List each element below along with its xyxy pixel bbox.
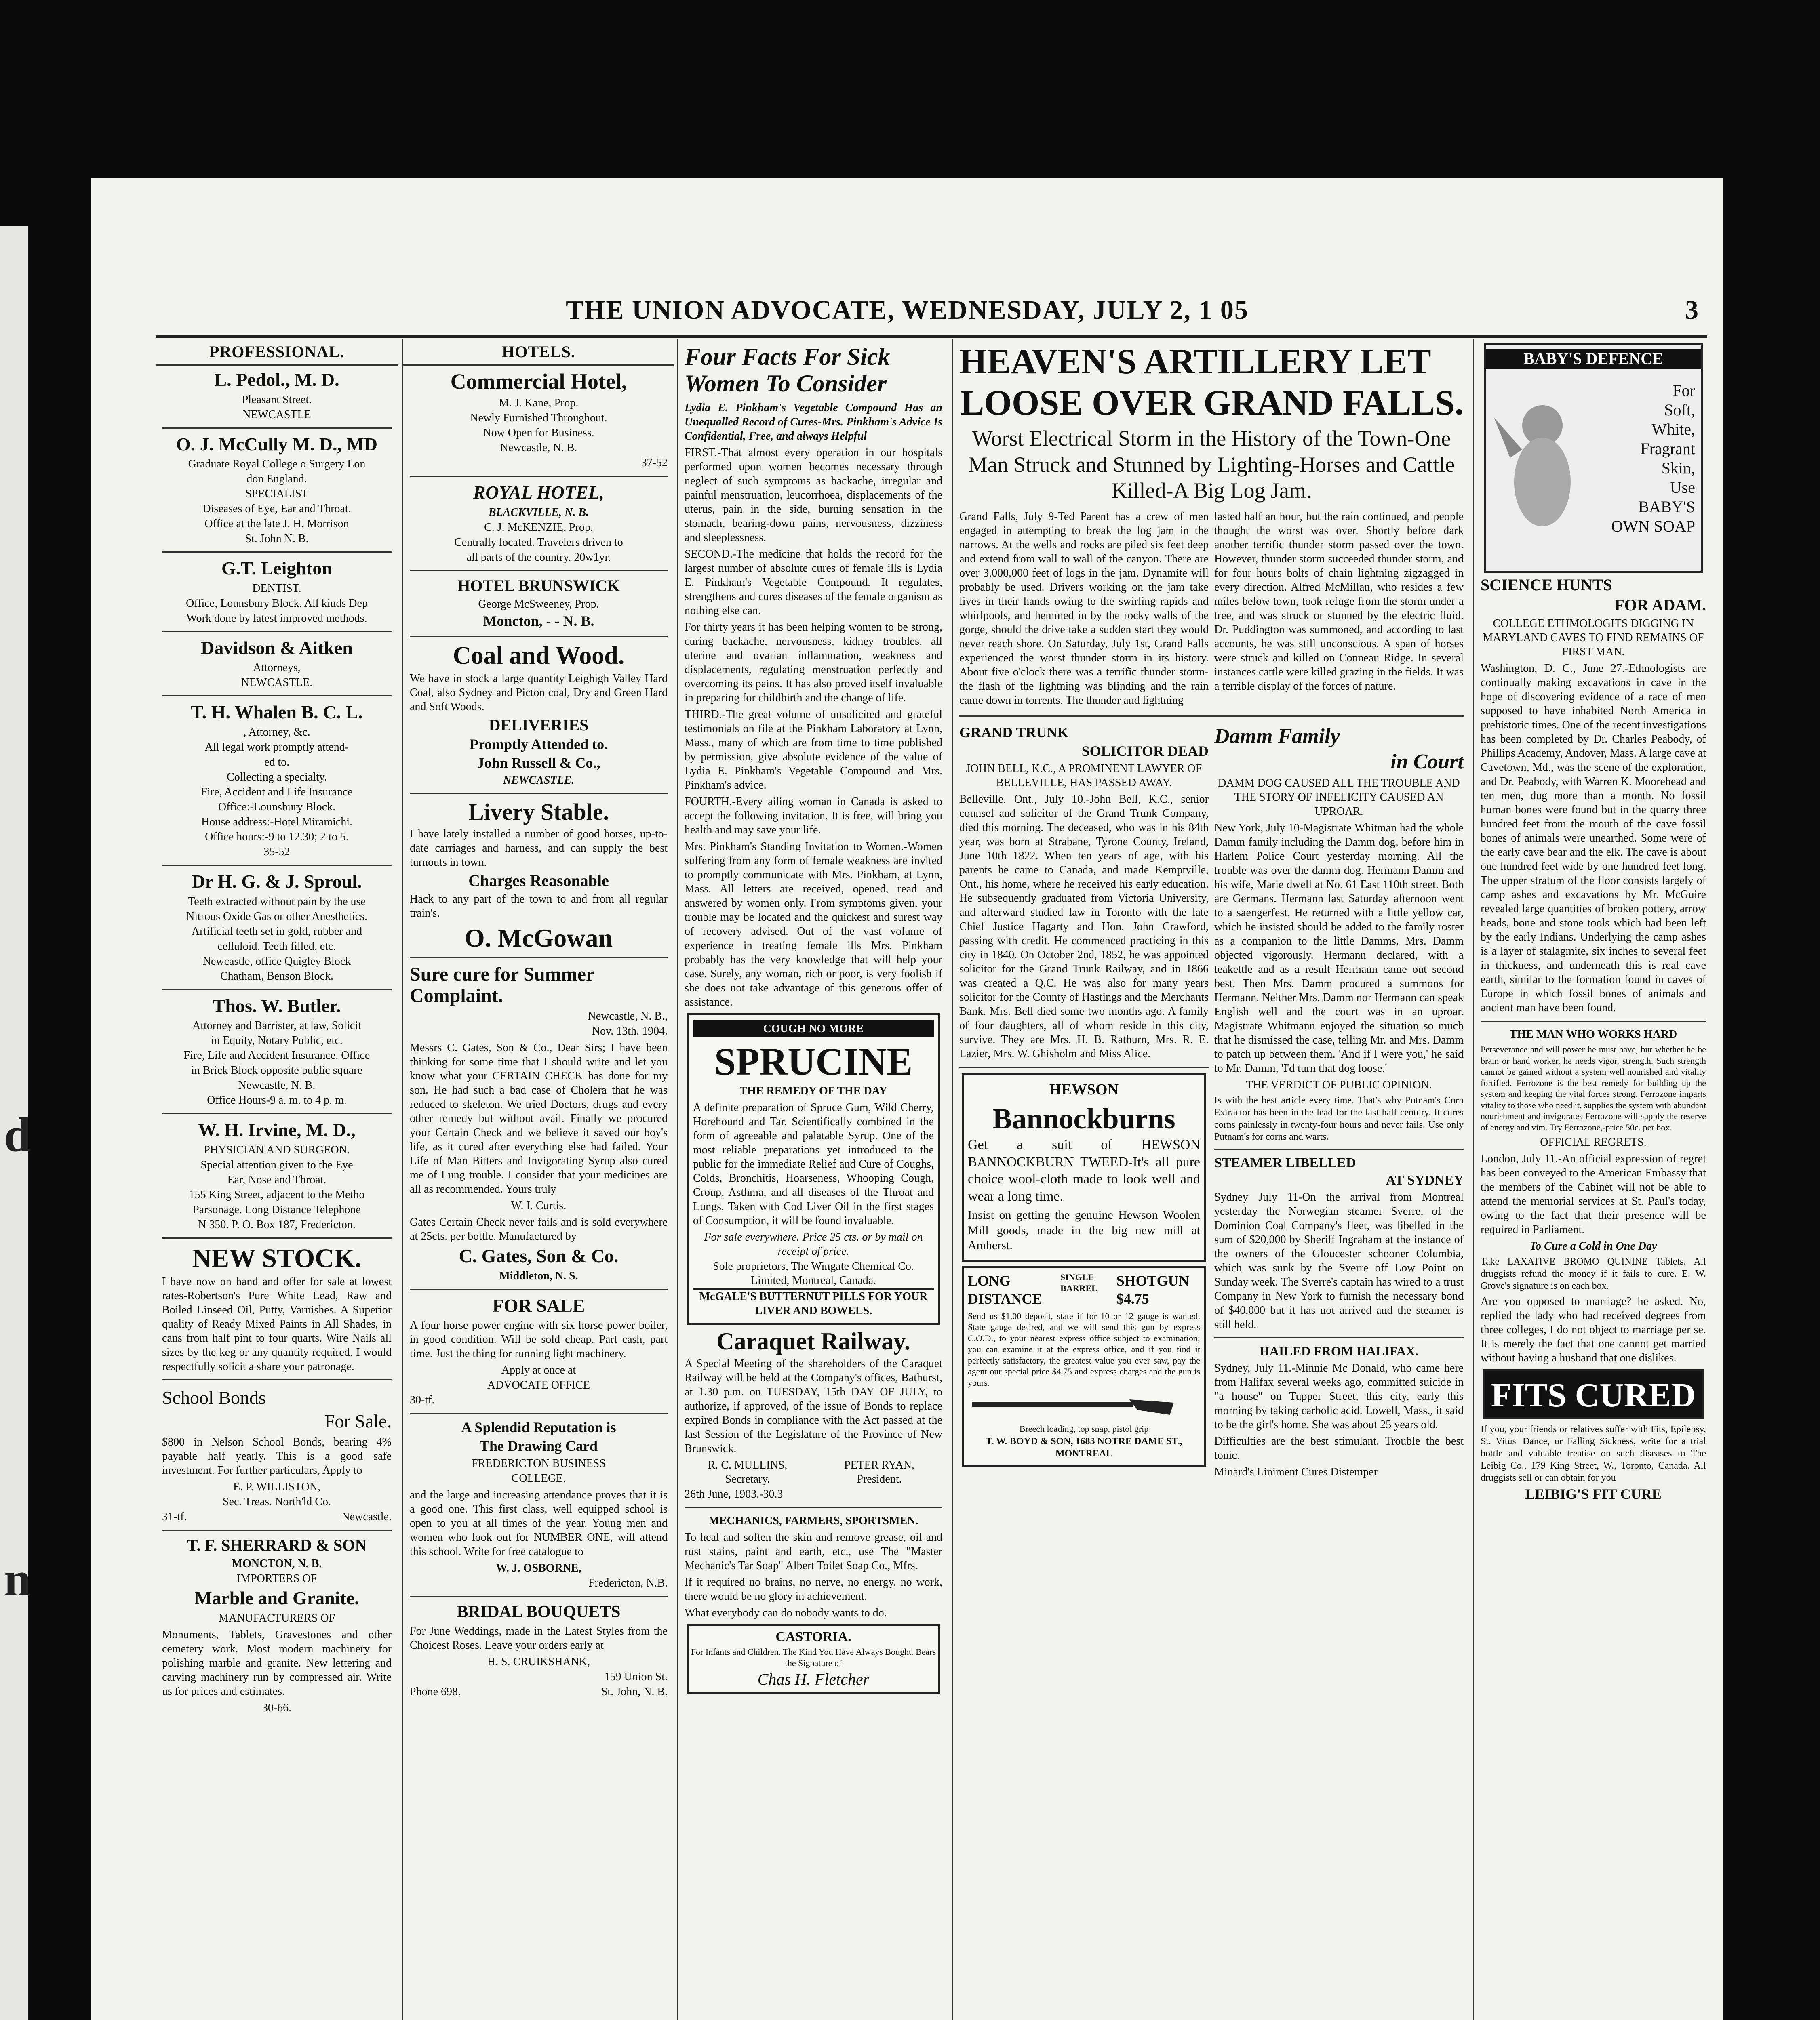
hewson-text2: Insist on getting the genuine Hewson Woolen Mill goods, made in the big new mill at Amherst. — [968, 1208, 1200, 1252]
steamer-text: Sydney July 11-On the arrival from Montreal yesterday the Norwegian steamer Sverre, of the Dominion Coal Company's fleet, was libelled in the sum of $20,000 by Sheriff Ingraham at the instance of the owners of the Gloucester schooner Columbia, which was sunk by the Sverre off Low Point on Sunday week. The Sverre's captain has wired to a trust Company in New York to furnish the necessary bond of $40,000 but it has not arrived and the steamer is still held. — [1214, 1191, 1464, 1331]
card-line: Graduate Royal College o Surgery Lon — [188, 458, 366, 471]
bridal-title: BRIDAL BOUQUETS — [457, 1603, 621, 1622]
card-line: DENTIST. — [252, 582, 301, 595]
section-header: HOTELS. — [403, 339, 674, 366]
cherub-icon — [1494, 393, 1599, 555]
commercial-hotel-prop: M. J. Kane, Prop. — [499, 397, 579, 410]
caraquet-text: A Special Meeting of the shareholders of the Caraquet Railway will be held at the Company's offices, Bathurst, at 1.30 p.m. on TUESDAY, 15th DAY OF JULY, to authorize, if approved, of the issue of Bonds to replace expired Bonds in compliance with the Act passed at the last Session of the Legislature of the Province of New Brunswick. — [685, 1357, 942, 1455]
adjacent-page-edge — [0, 226, 31, 2020]
coal-title: Coal and Wood. — [453, 642, 625, 669]
castoria-ad — [687, 1624, 940, 1694]
sure-cure-title: Sure cure for Summer Complaint. — [410, 964, 594, 1007]
pinkham-paragraph: THIRD.-The great volume of unsolicited and grateful testimonials on file at the Pinkham Laboratory at Lynn, Mass., many of which are from time to time published by permission, give absolute evidence of the value of Lydia E. Pinkham's Vegetable Compound and Mrs. Pinkham's advice. — [685, 708, 942, 791]
livery-title: Livery Stable. — [468, 799, 609, 825]
hewson-text: Get a suit of HEWSON BANNOCKBURN TWEED-It's all pure choice wool-cloth made to look well and wear a long time. — [968, 1137, 1200, 1204]
babys-line: Skin, — [1661, 459, 1695, 477]
babys-line: Use — [1670, 478, 1695, 497]
sure-cure-sig: W. I. Curtis. — [511, 1199, 567, 1212]
fits-footer: LEIBIG'S FIT CURE — [1525, 1486, 1662, 1502]
reputation-text: and the large and increasing attendance proves that it is a good one. This first class, well equipped school is open to you at all times of the year. Young men and women who look out for NUMBER ONE, will attend this school. Write for free catalogue to — [410, 1489, 668, 1558]
shotgun-footer: T. W. BOYD & SON, 1683 NOTRE DAME ST., MONTREAL — [986, 1436, 1182, 1459]
sprucine-price: For sale everywhere. Price 25 cts. or by mail on receipt of price. — [704, 1231, 923, 1258]
sherrard-ref: 30-66. — [262, 1701, 292, 1714]
column-professional — [156, 339, 398, 2020]
card-line: Fire, Accident and Life Insurance — [201, 785, 353, 798]
pinkham-subhead: Lydia E. Pinkham's Vegetable Compound Has an Unequalled Record of Cures-Mrs. Pinkham's Advice Is Confidential, Free, and always Helpful — [685, 402, 942, 442]
professional-card — [162, 631, 392, 690]
castoria-title: CASTORIA. — [775, 1629, 851, 1644]
column-right — [1473, 339, 1713, 2020]
card-line: NEWCASTLE — [242, 408, 311, 421]
coal-firm: John Russell & Co., — [477, 754, 600, 771]
card-line: celluloid. Teeth filled, etc. — [217, 940, 336, 953]
professional-card — [162, 427, 392, 546]
sure-cure-place: Newcastle, N. B., — [588, 1010, 668, 1023]
royal-line: all parts of the country. 20w1yr. — [466, 551, 611, 564]
card-line: Office, Lounsbury Block. All kinds Dep — [186, 597, 368, 610]
livery-charges: Charges Reasonable — [468, 871, 609, 890]
headline-2: LOOSE OVER GRAND FALLS. — [960, 383, 1464, 423]
professional-card — [162, 551, 392, 625]
shotgun-breech: Breech loading, top snap, pistol grip — [1019, 1424, 1149, 1434]
castoria-signature: Chas H. Fletcher — [757, 1670, 870, 1689]
sherrard-title: T. F. SHERRARD & SON — [187, 1536, 367, 1555]
science-title: SCIENCE HUNTS — [1481, 576, 1612, 594]
shotgun-title2: SHOTGUN $4.75 — [1116, 1272, 1189, 1307]
for-sale-text: A four horse power engine with six horse power boiler, in good condition. Will be sold cheap. Part cash, part time. Just the thing for running light machinery. — [410, 1319, 668, 1360]
card-line: in Brick Block opposite public square — [191, 1064, 362, 1077]
coal-city: NEWCASTLE. — [503, 774, 575, 787]
pinkham-headline: Four Facts For Sick Women To Consider — [685, 343, 890, 397]
sprucine-top: COUGH NO MORE — [693, 1020, 934, 1037]
new-stock-title: NEW STOCK. — [192, 1243, 362, 1273]
professional-card — [162, 989, 392, 1108]
livery-text: I have lately installed a number of good horses, up-to-date carriages and harness, and can supply the best turnouts in town. — [410, 828, 668, 869]
professional-card — [162, 370, 392, 422]
card-name: T. H. Whalen B. C. L. — [191, 702, 363, 723]
caraquet-title: Caraquet Railway. — [716, 1328, 910, 1355]
steamer-title: STEAMER LIBELLED — [1214, 1155, 1356, 1170]
pinkham-paragraph: For thirty years it has been helping women to be strong, curing backache, nervousness, kidney troubles, all uterine and ovarian inflammation, weakness and displacements, regulating menstruation perfectly and overcoming its pains. It has also proved itself invaluable in preparing for childbirth and the change of life. — [685, 621, 942, 704]
hewson-title: Bannockburns — [992, 1102, 1175, 1135]
caraquet-sig2: PETER RYAN, — [844, 1458, 915, 1471]
damm-text: New York, July 10-Magistrate Whitman had the whole Damm family including the Damm dog, before him in Harlem Police Court yesterday morning. All the trouble was over the damm dog. Hermann Damm and his wife, Marie dwell at No. 61 East 110th street. Both are Germans. Hermann last Saturday afternoon went to a saengerfest. He returned with a little yellow car, which he insisted should be added to the family roster as a companion to the little Damms. Mrs. Damm objected vigorously. Hermann declared, with a teakettle and as a result Hermann came out second best. Then Mrs. Damm procured a summons for Hermann. Neither Mrs. Damm nor Hermann can speak English well and the court was in an uproar. Magistrate Whitmann enjoyed the situation so much that he dismissed the case, telling Mr. and Mrs. Damm to patch up between them. 'And if I were you,' he said to Mr. Damm, 'I'd turn that dog loose.' — [1214, 821, 1464, 1075]
royal-hotel-title: ROYAL HOTEL, — [473, 482, 605, 503]
gt-title: GRAND TRUNK — [959, 724, 1069, 741]
card-name: Davidson & Aitken — [201, 637, 353, 658]
hewson-top: HEWSON — [1049, 1081, 1119, 1098]
professional-card — [162, 1113, 392, 1232]
bridal-city: St. John, N. B. — [601, 1685, 668, 1698]
page-number: 3 — [1685, 295, 1699, 325]
reputation-title: A Splendid Reputation is — [461, 1419, 616, 1436]
card-name: W. H. Irvine, M. D., — [198, 1119, 356, 1140]
fits-text: If you, your friends or relatives suffer with Fits, Epilepsy, St. Vitus' Dance, or Falling Sickness, write for a trial bottle and valuable treatise on such diseases to The Leibig Co., 179 King Street, W., Toronto, Canada. All druggists sell or can obtain for you — [1481, 1424, 1706, 1483]
caraquet-date: 26th June, 1903.-30.3 — [685, 1488, 783, 1500]
coal-deliveries: DELIVERIES — [489, 716, 589, 734]
card-line: Nitrous Oxide Gas or other Anesthetics. — [186, 910, 367, 923]
card-line: St. John N. B. — [245, 532, 309, 545]
shotgun-title: LONG DISTANCE — [968, 1272, 1042, 1307]
sure-cure-text2: Gates Certain Check never fails and is sold everywhere at 25cts. per bottle. Manufactured by — [410, 1216, 668, 1243]
reputation-city: Fredericton, N.B. — [588, 1577, 668, 1590]
science-deck: COLLEGE ETHMOLOGITS DIGGING IN MARYLAND CAVES TO FIND REMAINS OF FIRST MAN. — [1483, 617, 1704, 658]
masthead-rule — [156, 335, 1707, 338]
sherrard-text: Monuments, Tablets, Gravestones and other cemetery work. Most modern machinery for polishing marble and granite. New lettering and carving machinery run by compressed air. Write us for prices and estimates. — [162, 1628, 392, 1698]
card-line: Office hours:-9 to 12.30; 2 to 5. — [205, 830, 349, 843]
hewson-ad — [962, 1073, 1206, 1262]
sure-cure-firm: C. Gates, Son & Co. — [459, 1245, 619, 1266]
card-line: , Attorney, &c. — [243, 726, 310, 739]
babys-line: Soft, — [1664, 401, 1695, 419]
sprucine-text: A definite preparation of Spruce Gum, Wild Cherry, Horehound and Tar. Scientifically combined in the form of agreeable and palatable Syrup. One of the most reliable preparations yet introduced to the public for the immediate Relief and Cure of Coughs, Colds, Bronchitis, Hoarseness, Whooping Cough, Croup, Asthma, and all diseases of the Throat and Lungs. Taken with Cod Liver Oil in the first stages of Consumption, it will be found invaluable. — [693, 1101, 934, 1227]
card-line: Office at the late J. H. Morrison — [204, 518, 349, 530]
babys-line: White, — [1651, 420, 1695, 438]
bridal-phone: Phone 698. — [410, 1685, 461, 1698]
card-line: Newcastle, office Quigley Block — [202, 955, 351, 968]
royal-hotel-city: BLACKVILLE, N. B. — [488, 506, 589, 519]
card-line: Collecting a specialty. — [227, 770, 327, 783]
minards-text: Minard's Liniment Cures Distemper — [1214, 1465, 1378, 1478]
card-line: PHYSICIAN AND SURGEON. — [204, 1143, 350, 1156]
coal-promptly: Promptly Attended to. — [469, 736, 608, 753]
brunswick-prop: George McSweeney, Prop. — [478, 598, 599, 610]
cold-text: Take LAXATIVE BROMO QUININE Tablets. All druggists refund the money if it fails to cure. E. W. Grove's signature is on each box. — [1481, 1256, 1706, 1291]
school-bonds-title: School Bonds — [162, 1387, 266, 1408]
card-line: Work done by latest improved methods. — [186, 612, 367, 625]
gt-deck: JOHN BELL, K.C., A PROMINENT LAWYER OF BELLEVILLE, HAS PASSED AWAY. — [966, 762, 1202, 789]
brunswick-title: HOTEL BRUNSWICK — [457, 576, 620, 595]
pinkham-paragraph: FIRST.-That almost every operation in our hospitals performed upon women becomes necessary through neglect of such symptoms as backache, irregular and painful menstruation, leucorrhoea, displacements of the uterus, pain in the side, burning sensation in the stomach, bearing-down pains, nervousness, dizziness and sleeplessness. — [685, 446, 942, 544]
livery-name: O. McGowan — [464, 924, 613, 953]
sherrard-role: IMPORTERS OF — [236, 1572, 317, 1585]
commercial-hotel-title: Commercial Hotel, — [450, 369, 627, 393]
works-title: THE MAN WHO WORKS HARD — [1509, 1028, 1677, 1041]
science-title2: FOR ADAM. — [1614, 596, 1706, 614]
card-line: ed to. — [264, 755, 290, 768]
fits-title: FITS CURED — [1491, 1376, 1696, 1414]
card-line: 155 King Street, adjacent to the Metho — [189, 1188, 365, 1201]
gossip-text: What everybody can do nobody wants to do. — [685, 1606, 887, 1619]
shotgun-ad — [962, 1266, 1206, 1467]
masthead-title: THE UNION ADVOCATE, WEDNESDAY, JULY 2, 1 05 — [566, 295, 1249, 325]
gt-text: Belleville, Ont., July 10.-John Bell, K.C., senior counsel and solicitor of the Grand Trunk Company, died this morning. The deceased, who was in his 84th year, was born at Strabane, Tyrone County, Ireland, June 10th 1822. When ten years of age, with his parents he came to Canada, and made Kemptville, Ont., his home, where he received his early education. He subsequently graduated from Victoria University, and afterward studied law in Toronto with the late Chief Justice Hagarty and Hon. John Crawford, passing with credit. He commenced practicing in this city in 1840. On October 2nd, 1852, he was appointed solicitor for the Grand Trunk Railway, and in 1866 was created a Q.C. He was also for many years solicitor for the County of Hastings and the Merchants Bank. Mrs. Bell died some two months ago. A family of four daughters, all of whom reside in this city, survive. They are Mrs. H. B. Rathurn, Mrs. R. E. Lazier, Mrs. W. Ghisholm and Miss Alice. — [959, 793, 1209, 1060]
school-bonds-place: Newcastle. — [341, 1511, 392, 1523]
science-text: Washington, D. C., June 27.-Ethnologists are continually making excavations in cave in the hope of discovering evidence of a race of men supposed to have inhabited North America in prehistoric times. One of the recent investigations has been completed by Dr. Charles Peabody, of Phillips Academy, Andover, Mass. A large cave at Cavetown, Md., was the scene of the exploration, and Dr. Peabody, with Warren K. Moorehead and ten men, dug more than a month. No fossil human bones were found but in the quarry three hundred feet from the mouth of the cave fossil bones of animals were unearthed. Some were of the early cave bear and the elk. The cave is about one hundred feet wide by one hundred feet long. The upper stratum of the floor consists largely of camp ashes and excavations by Mr. McGuire revealed large quantities of broken pottery, arrow heads, bone and stone tools which had been left by the early Indians. Underlying the camp ashes is a layer of stalagmite, six inches to several feet in thickness, and underneath this is real cave earth, similar to the formation found in caves of Europe in which fossil bones of animals and ancient man have been found. — [1481, 662, 1706, 1014]
card-line: Attorneys, — [253, 661, 301, 674]
sprucine-ad — [687, 1013, 940, 1325]
card-name: O. J. McCully M. D., MD — [176, 433, 378, 455]
cold-title: To Cure a Cold in One Day — [1529, 1240, 1657, 1252]
card-line: N 350. P. O. Box 187, Fredericton. — [198, 1218, 356, 1231]
school-bonds-title2: For Sale. — [324, 1410, 392, 1431]
pinkham-paragraph: Mrs. Pinkham's Standing Invitation to Women.-Women suffering from any form of female weakness are invited to promptly communicate with Mrs. Pinkham, at Lynn, Mass. All letters are received, opened, read and answered by women only. From symptoms given, your trouble may be located and the quickest and surest way of recovery advised. Out of the vast volume of experience in treating female ills Mrs. Pinkham probably has the very knowledge that will help your case. Surely, any woman, rich or poor, is very foolish if she does not take advantage of this generous offer of assistance. — [685, 840, 942, 1008]
edge-fragment: d — [4, 1108, 31, 1162]
bridal-addr: 159 Union St. — [604, 1670, 668, 1683]
babys-own-title: BABY'S DEFENCE — [1486, 349, 1701, 369]
shotgun-text: Send us $1.00 deposit, state if for 10 or 12 gauge is wanted. State gauge desired, and we will send this gun by express C.O.D., to your nearest express office subject to examination; you can examine it at the express office, and if you find it perfectly satisfactory, the greatest value you ever saw, pay the agent our special price $4.75 and express charges and the gun is yours. — [968, 1311, 1200, 1388]
card-line: All legal work promptly attend- — [204, 741, 349, 753]
school-bonds-sig2: Sec. Treas. North'ld Co. — [223, 1496, 331, 1509]
card-line: Newcastle, N. B. — [238, 1079, 316, 1092]
column-news — [952, 339, 1470, 2020]
gt-title2: SOLICITOR DEAD — [1081, 743, 1209, 759]
card-line: Office Hours-9 a. m. to 4 p. m. — [207, 1094, 347, 1107]
brains-text: If it required no brains, no nerve, no energy, no work, there would be no glory in achievement. — [685, 1576, 942, 1603]
card-name: Dr H. G. & J. Sproul. — [192, 871, 362, 892]
regrets-title: OFFICIAL REGRETS. — [1540, 1136, 1647, 1149]
column-hotels — [402, 339, 674, 2020]
caraquet-sig1-role: Secretary. — [725, 1473, 770, 1486]
verdict-text: Is with the best article every time. That's why Putnam's Corn Extractor has been in the lead for the last half century. It cures corns painlessly in twenty-four hours and never fails. Use only Putnam's for corns and warts. — [1214, 1095, 1464, 1142]
caraquet-sig2-role: President. — [857, 1473, 902, 1486]
works-text: Perseverance and will power he must have, but whether he be brain or hand worker, he needs vigor, strength. Such strength cannot be gained without a system well nourished and vitality fortified. Ferrozone is the best remedy for building up the system and keeping the vital forces strong. Ferrozone imparts vitality to those who need it, supplies the system with abundant nourishment and invigorates Ferrozone will supply the reserve of energy and vim. Try Ferrozone,-price 50c. per box. — [1481, 1044, 1706, 1132]
pinkham-paragraph: FOURTH.-Every ailing woman in Canada is asked to accept the following invitation. It is free, will bring you health and may save your life. — [685, 795, 942, 836]
headline-1: HEAVEN'S ARTILLERY LET — [959, 342, 1431, 381]
damm-title2: in Court — [1390, 750, 1464, 774]
storm-text-a: Grand Falls, July 9-Ted Parent has a crew of men engaged in attempting to break the log jam in the narrows. At the wells and rocks are piled six feet deep and extend from wall to wall of the canyon. There are over 3,000,000 feet of logs in the jam. Dynamite will probably be used. Drivers working on the jam take lives in their hands owing to the swirling rapids and whirlpools, and hemmed in by the rocky walls of the gorge, should the drive take a sudden start they would never reach shore. On Saturday, July 1st, Grand Falls experienced the worst thunder storm in its history. About five o'clock there was a terrific thunder storm-the flash of the lightning was blinding and the rain came down in torrents. The thunder and lightning — [959, 510, 1209, 707]
caraquet-sig1: R. C. MULLINS, — [708, 1458, 788, 1471]
card-line: Fire, Life and Accident Insurance. Office — [183, 1049, 370, 1062]
pinkham-paragraph: SECOND.-The medicine that holds the record for the largest number of absolute cures of female ills is Lydia E. Pinkham's Vegetable Compound. It regulates, strengthens and cures diseases of the female organism as nothing else can. — [685, 548, 942, 617]
sherrard-city: MONCTON, N. B. — [232, 1557, 322, 1570]
card-line: Parsonage. Long Distance Telephone — [193, 1203, 361, 1216]
card-line: Chatham, Benson Block. — [220, 970, 333, 983]
babys-line: OWN SOAP — [1611, 517, 1695, 535]
royal-line: Centrally located. Travelers driven to — [454, 536, 623, 549]
edge-fragment: n — [4, 1552, 31, 1606]
babys-line: For — [1673, 381, 1695, 400]
reputation-college: COLLEGE. — [511, 1472, 566, 1485]
sprucine-footer: McGALE'S BUTTERNUT PILLS FOR YOUR LIVER AND BOWELS. — [693, 1288, 934, 1318]
new-stock-text: I have now on hand and offer for sale at lowest rates-Robertson's Pure White Lead, Raw and Boiled Linseed Oil, Putty, Varnishes. A Superior quality of Ready Mixed Paints in All Shades, in cans from half pint to four quarts. Wire Nails all sizes by the keg or any quantity required. I would respectfully solicit a share your patronage. — [162, 1275, 392, 1373]
brunswick-city: Moncton, - - N. B. — [483, 612, 594, 629]
babys-line: BABY'S — [1638, 498, 1695, 516]
masthead — [91, 295, 1723, 331]
card-line: Attorney and Barrister, at law, Solicit — [192, 1019, 361, 1032]
babys-line: Fragrant — [1640, 440, 1695, 458]
fits-ad — [1483, 1369, 1704, 1419]
damm-deck: DAMM DOG CAUSED ALL THE TROUBLE AND THE STORY OF INFELICITY CAUSED AN UPROAR. — [1218, 776, 1460, 818]
bridal-text: For June Weddings, made in the Latest Styles from the Choicest Roses. Leave your orders early at — [410, 1624, 668, 1652]
babys-own-ad — [1484, 343, 1703, 573]
reputation-title2: The Drawing Card — [479, 1437, 598, 1454]
sure-cure-text: Messrs C. Gates, Son & Co., Dear Sirs; I have been thinking for some time that I should write and let you know what your CERTAIN CHECK has done for my son. He had such a bad case of Cholera that he was reduced to skeleton. We tried Doctors, drugs and every other remedy but without avail. Finally we procured your Certain Check and we believe it saved our boy's life, as it cured after everything else had failed. Your Life of Man Bitters and Invigorating Syrup also cured me of Lung trouble. I consider that your medicines are all as recommended. Yours truly — [410, 1041, 668, 1195]
pinkham-body — [685, 446, 942, 1009]
section-header: PROFESSIONAL. — [156, 339, 398, 366]
school-bonds-text: $800 in Nelson School Bonds, bearing 4% payable half yearly. This is a good safe investment. For further particulars, Apply to — [162, 1436, 392, 1477]
reputation-school: FREDERICTON BUSINESS — [472, 1457, 606, 1470]
card-line: NEWCASTLE. — [241, 676, 313, 689]
steamer-title2: AT SYDNEY — [1386, 1172, 1464, 1188]
for-sale-apply: Apply at once at — [501, 1364, 576, 1377]
sure-cure-city: Middleton, N. S. — [499, 1269, 578, 1282]
card-name: G.T. Leighton — [221, 558, 332, 579]
sprucine-maker: Sole proprietors, The Wingate Chemical Co. Limited, Montreal, Canada. — [713, 1260, 914, 1287]
professional-card — [162, 695, 392, 859]
school-bonds-signature: E. P. WILLISTON, — [233, 1481, 320, 1494]
storm-deck: Worst Electrical Storm in the History of the Town-One Man Struck and Stunned by Lighting-Horses and Cattle Killed-A Big Log Jam. — [968, 426, 1455, 503]
school-bonds-ref: 31-tf. — [162, 1511, 187, 1523]
marriage-text: Are you opposed to marriage? he asked. No, replied the lady who had received degrees from three colleges, I do not object to marriage per se. It is merely the fact that one cannot get married without having a husband that one dislikes. — [1481, 1295, 1706, 1364]
card-line: Office:-Lounsbury Block. — [218, 800, 336, 813]
newspaper-page — [91, 178, 1723, 2020]
card-line: Diseases of Eye, Ear and Throat. — [202, 503, 351, 516]
shotgun-icon — [968, 1391, 1178, 1419]
storm-text-b: lasted half an hour, but the rain continued, and people thought the worst was over. Shortly before dark another terrific thunder storm passed over the town. However, thunder storm succeeded thunder storm, and for four hours bolts of chain lightning zigzagged in every direction. Alfred McMillan, who resides a few miles below town, took refuge from the storm under a tree, and was struck or stunned by the electric fluid. Dr. Puddington was summoned, and according to last accounts, he was still unconscious. A span of horses were struck and killed on Conneau Ridge. In several instances cattle were killed grazing in the fields. It was a terrible display of the forces of nature. — [1214, 510, 1464, 693]
commercial-line: Now Open for Business. — [483, 427, 594, 440]
card-name: Thos. W. Butler. — [213, 995, 341, 1016]
sure-cure-date: Nov. 13th. 1904. — [592, 1025, 668, 1037]
commercial-line: Newcastle, N. B. — [500, 442, 577, 455]
regrets-text: London, July 11.-An official expression of regret has been conveyed to the American Embassy that the members of the Cabinet will not be able to attend the memorial services at St. Paul's today, owing to the fact that their presence will be required in Parliament. — [1481, 1153, 1706, 1236]
card-line: Artificial teeth set in gold, rubber and — [191, 925, 362, 938]
mechanics-title: MECHANICS, FARMERS, SPORTSMEN. — [708, 1514, 918, 1527]
for-sale-ref: 30-tf. — [410, 1394, 435, 1407]
professional-card — [162, 865, 392, 983]
for-sale-office: ADVOCATE OFFICE — [487, 1379, 590, 1392]
halifax-title: HAILED FROM HALIFAX. — [1259, 1344, 1419, 1359]
card-line: Teeth extracted without pain by the use — [188, 895, 366, 908]
card-line: Ear, Nose and Throat. — [227, 1173, 327, 1186]
commercial-line: Newly Furnished Throughout. — [470, 412, 607, 425]
card-line: House address:-Hotel Miramichi. — [201, 815, 353, 828]
card-line: Pleasant Street. — [242, 393, 312, 406]
card-line: don England. — [246, 473, 307, 486]
sprucine-sub: THE REMEDY OF THE DAY — [739, 1084, 887, 1097]
stimulant-text: Difficulties are the best stimulant. Trouble the best tonic. — [1214, 1435, 1464, 1462]
verdict-title: THE VERDICT OF PUBLIC OPINION. — [1246, 1078, 1432, 1091]
professional-cards — [156, 370, 398, 1232]
card-line: in Equity, Notary Public, etc. — [211, 1034, 343, 1047]
sherrard-goods: Marble and Granite. — [194, 1588, 359, 1609]
column-pinkham — [677, 339, 949, 2020]
royal-hotel-prop: C. J. McKENZIE, Prop. — [484, 521, 593, 534]
coal-text: We have in stock a large quantity Leighigh Valley Hard Coal, also Sydney and Picton coal, Dry and Green Hard and Soft Woods. — [410, 672, 668, 713]
livery-text2: Hack to any part of the town to and from all regular train's. — [410, 893, 668, 920]
sherrard-sub: MANUFACTURERS OF — [218, 1612, 335, 1624]
castoria-text: For Infants and Children. The Kind You Have Always Bought. Bears the Signature of — [691, 1647, 936, 1668]
shotgun-mid: SINGLE BARREL — [1060, 1272, 1097, 1294]
card-line: SPECIALIST — [245, 488, 308, 501]
halifax-text: Sydney, July 11.-Minnie Mc Donald, who came here from Halifax several weeks ago, committed suicide in "a house" on Tupper Street, this city, early this morning by taking carbolic acid. Lowell, Mass., it said to be the girl's home. She was about 25 years old. — [1214, 1361, 1464, 1431]
card-line: 35-52 — [263, 845, 290, 858]
bridal-name: H. S. CRUIKSHANK, — [487, 1655, 590, 1668]
sprucine-title: SPRUCINE — [714, 1040, 913, 1083]
mechanics-text: To heal and soften the skin and remove grease, oil and rust stains, paint and earth, etc., use The "Master Mechanic's Tar Soap" Albert Toilet Soap Co., Mfrs. — [685, 1531, 942, 1572]
card-line: Special attention given to the Eye — [200, 1158, 353, 1171]
reputation-name: W. J. OSBORNE, — [496, 1562, 581, 1575]
card-name: L. Pedol., M. D. — [214, 369, 339, 390]
for-sale-title: FOR SALE — [492, 1295, 585, 1316]
commercial-line: 37-52 — [641, 457, 668, 469]
damm-title: Damm Family — [1214, 725, 1340, 748]
